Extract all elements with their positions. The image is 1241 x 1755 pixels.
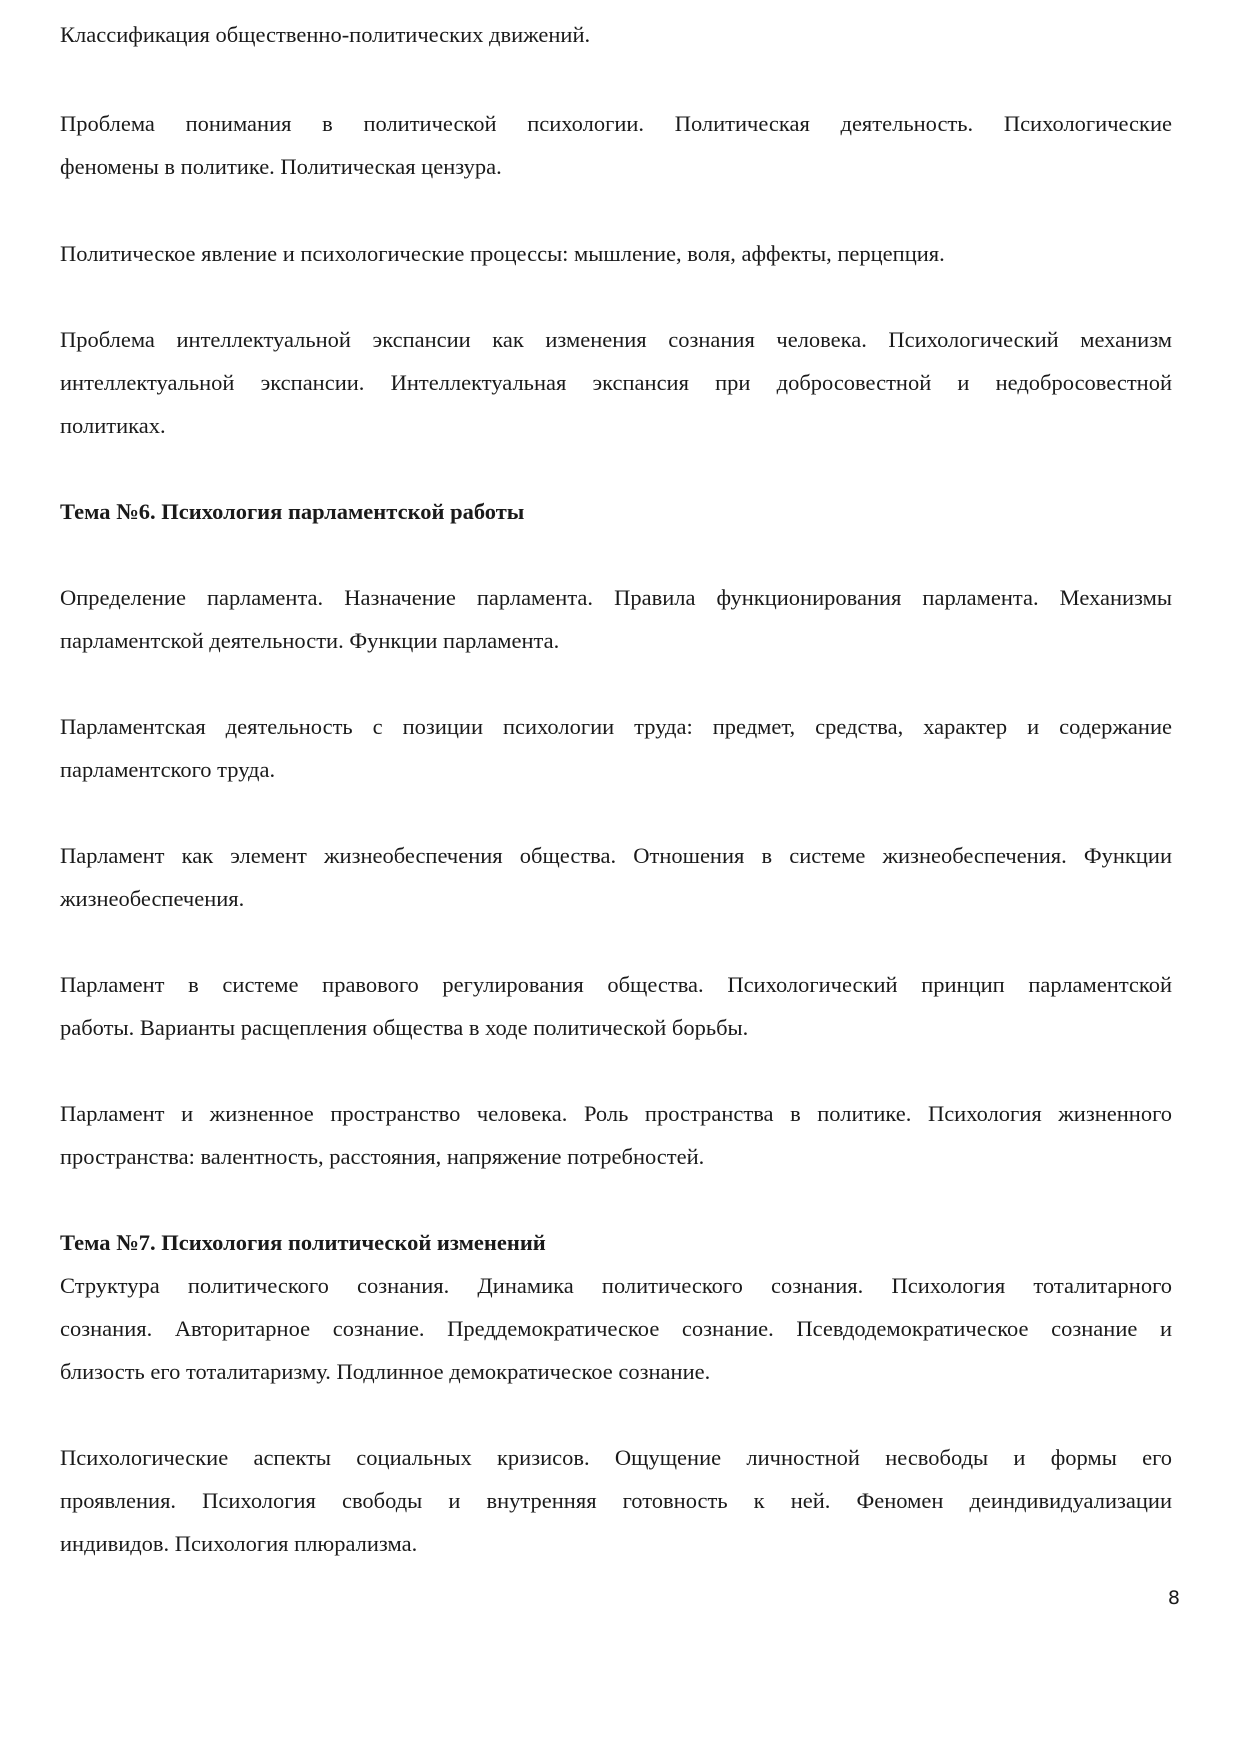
paragraph-line: работы. Варианты расщепления общества в ходе политической борьбы. (60, 1015, 749, 1040)
paragraph-line: жизнеобеспечения. (60, 886, 245, 911)
paragraph-line: Проблема интеллектуальной экспансии как изменения сознания человека. Психологический механизм (60, 327, 1172, 352)
paragraph-line: близость его тоталитаризму. Подлинное демократическое сознание. (60, 1359, 711, 1384)
section-heading: Тема №7. Психология политической изменений (60, 1230, 546, 1255)
page-number: 8 (1167, 1587, 1180, 1609)
paragraph-line: политиках. (60, 413, 166, 438)
paragraph-line: Определение парламента. Назначение парламента. Правила функционирования парламента. Механизмы (60, 585, 1172, 610)
paragraph-line: Проблема понимания в политической психологии. Политическая деятельность. Психологические (60, 111, 1172, 136)
section-heading: Тема №6. Психология парламентской работы (60, 499, 525, 524)
paragraph-line: Психологические аспекты социальных кризисов. Ощущение личностной несвободы и формы его (60, 1445, 1172, 1470)
paragraph-line: Парламент и жизненное пространство человека. Роль пространства в политике. Психология жизненного (60, 1101, 1172, 1126)
paragraph-line: Парламентская деятельность с позиции психологии труда: предмет, средства, характер и содержание (60, 714, 1172, 739)
paragraph-line: парламентского труда. (60, 757, 276, 782)
paragraph-line: Структура политического сознания. Динамика политического сознания. Психология тоталитарного (60, 1273, 1172, 1298)
paragraph-line: сознания. Авторитарное сознание. Преддемократическое сознание. Псевдодемократическое сознание и (60, 1316, 1172, 1341)
paragraph-line: индивидов. Психология плюрализма. (60, 1531, 418, 1556)
paragraph-line: феномены в политике. Политическая цензура. (60, 154, 502, 179)
paragraph-line: Классификация общественно-политических движений. (60, 22, 591, 47)
paragraph-line: Парламент в системе правового регулирования общества. Психологический принцип парламентской (60, 972, 1172, 997)
paragraph-line: интеллектуальной экспансии. Интеллектуальная экспансия при добросовестной и недобросовестной (60, 370, 1172, 395)
paragraph-line: парламентской деятельности. Функции парламента. (60, 628, 560, 653)
paragraph-line: проявления. Психология свободы и внутренняя готовность к ней. Феномен деиндивидуализации (60, 1488, 1172, 1513)
paragraph-line: Политическое явление и психологические процессы: мышление, воля, аффекты, перцепция. (60, 241, 945, 266)
paragraph-line: Парламент как элемент жизнеобеспечения общества. Отношения в системе жизнеобеспечения. Функции (60, 843, 1172, 868)
paragraph-line: пространства: валентность, расстояния, напряжение потребностей. (60, 1144, 705, 1169)
